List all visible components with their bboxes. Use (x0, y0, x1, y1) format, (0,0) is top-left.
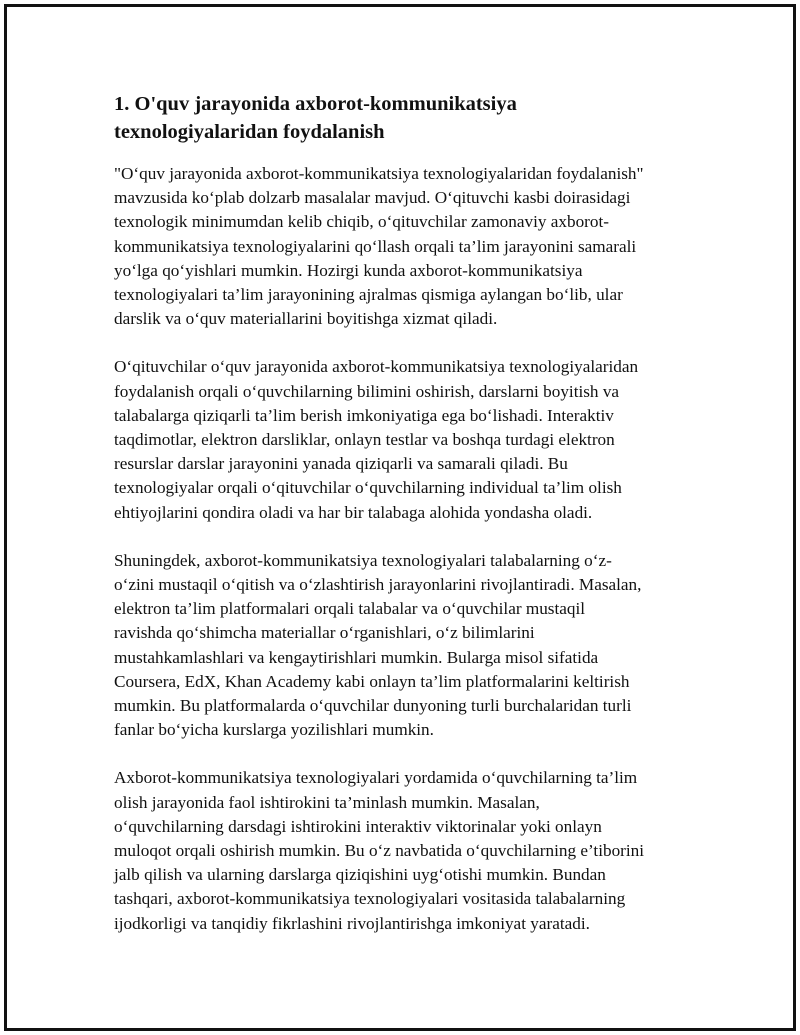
text-line: Coursera, EdX, Khan Academy kabi onlayn ta’lim platformalarini keltirish (114, 671, 630, 691)
text-line: fanlar bo‘yicha kurslarga yozilishlari mumkin. (114, 720, 434, 740)
paragraph (114, 355, 694, 524)
text-line: texnologiyalar orqali o‘qituvchilar o‘quvchilarning individual ta’lim olish (114, 478, 622, 498)
text-line: "O‘quv jarayonida axborot-kommunikatsiya texnologiyalaridan foydalanish" (114, 164, 644, 183)
text-line: o‘zini mustaqil o‘qitish va o‘zlashtirish jarayonlarini rivojlantiradi. Masalan, (114, 575, 642, 595)
text-line: talabalarga qiziqarli ta’lim berish imkoniyatiga ega bo‘lishadi. Interaktiv (114, 405, 614, 425)
text-line: elektron ta’lim platformalari orqali talabalar va o‘quvchilar mustaqil (114, 599, 586, 619)
text-line: kommunikatsiya texnologiyalarini qo‘llash orqali ta’lim jarayonini samarali (114, 236, 637, 256)
text-line: texnologik minimumdan kelib chiqib, o‘qituvchilar zamonaviy axborot- (114, 212, 609, 232)
text-line: olish jarayonida faol ishtirokini ta’minlash mumkin. Masalan, (114, 792, 540, 812)
text-line: texnologiyalari ta’lim jarayonining ajralmas qismiga aylangan bo‘lib, ular (114, 285, 623, 305)
text-line: O‘qituvchilar o‘quv jarayonida axborot-kommunikatsiya texnologiyalaridan (114, 357, 639, 377)
text-line: ehtiyojlarini qondira oladi va har bir talabaga alohida yondasha oladi. (114, 502, 593, 522)
text-line: taqdimotlar, elektron darsliklar, onlayn testlar va boshqa turdagi elektron (114, 430, 615, 450)
text-line: Axborot-kommunikatsiya texnologiyalari yordamida o‘quvchilarning ta’lim (114, 768, 638, 788)
text-line: yo‘lga qo‘yishlari mumkin. Hozirgi kunda axborot-kommunikatsiya (114, 260, 583, 280)
paragraph (114, 549, 694, 743)
text-line: ijodkorligi va tanqidiy fikrlashini rivojlantirishga imkoniyat yaratadi. (114, 913, 590, 933)
text-line: jalb qilish va ularning darslarga qiziqishini uyg‘otishi mumkin. Bundan (114, 865, 606, 885)
heading-line: texnologiyalaridan foydalanish (114, 121, 385, 143)
paragraph (114, 162, 694, 331)
text-line: darslik va o‘quv materiallarini boyitishga xizmat qiladi. (114, 309, 498, 329)
text-line: resurslar darslar jarayonini yanada qiziqarli va samarali qiladi. Bu (114, 454, 568, 474)
text-line: ravishda qo‘shimcha materiallar o‘rganishlari, o‘z bilimlarini (114, 623, 535, 643)
text-line: mustahkamlashlari va kengaytirishlari mumkin. Bularga misol sifatida (114, 647, 599, 667)
text-line: o‘quvchilarning darsdagi ishtirokini interaktiv viktorinalar yoki onlayn (114, 816, 602, 836)
text-line: mumkin. Bu platformalarda o‘quvchilar dunyoning turli burchalaridan turli (114, 696, 632, 716)
text-line: tashqari, axborot-kommunikatsiya texnologiyalari vositasida talabalarning (114, 889, 626, 909)
document-content (114, 90, 694, 960)
section-heading (114, 90, 694, 146)
text-line: mavzusida ko‘plab dolzarb masalalar mavjud. O‘qituvchi kasbi doirasidagi (114, 188, 631, 208)
text-line: Shuningdek, axborot-kommunikatsiya texnologiyalari talabalarning o‘z- (114, 550, 612, 570)
text-line: foydalanish orqali o‘quvchilarning bilimini oshirish, darslarni boyitish va (114, 381, 620, 401)
paragraph (114, 766, 694, 935)
heading-line: 1. O'quv jarayonida axborot-kommunikatsiya (114, 93, 517, 115)
text-line: muloqot orqali oshirish mumkin. Bu o‘z navbatida o‘quvchilarning e’tiborini (114, 841, 645, 861)
